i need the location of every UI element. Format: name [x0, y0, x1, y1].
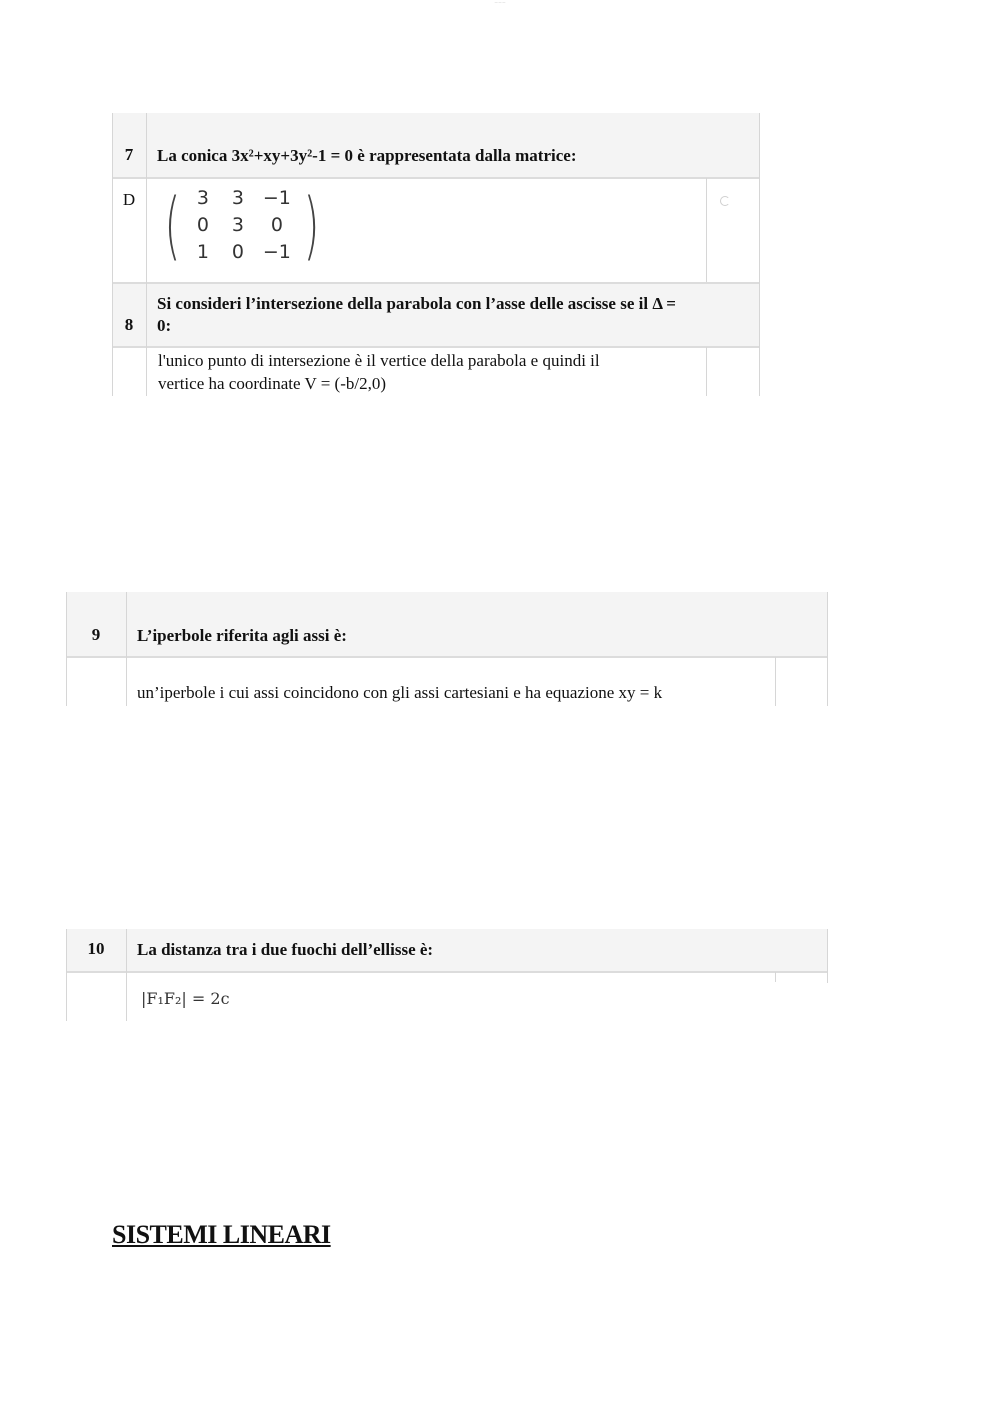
question-text-line1: Si consideri l’intersezione della parabola con l’asse delle ascisse se il Δ =: [157, 294, 676, 313]
page-header-mark: — — —: [494, 0, 506, 4]
question-number: 9: [91, 625, 101, 644]
question-number: 7: [124, 145, 134, 164]
answer-radio-button[interactable]: [720, 196, 730, 206]
question-text-line2: 0:: [157, 316, 172, 335]
question-number: 10: [87, 939, 105, 958]
question-number: 8: [124, 315, 134, 334]
answer-text-line2: vertice ha coordinate V = (-b/2,0): [158, 374, 386, 393]
question-text: L’iperbole riferita agli assi è:: [137, 626, 347, 645]
answer-matrix: ( 3 3 −1 0 3 0 1 0 −1 ): [164, 182, 320, 269]
right-paren: ): [303, 182, 320, 269]
question-text: La conica 3x²+xy+3y²-1 = 0 è rappresentata dalla matrice:: [157, 146, 577, 165]
section-title: SISTEMI LINEARI: [112, 1220, 331, 1249]
answer-text: un’iperbole i cui assi coincidono con gli assi cartesiani e ha equazione xy = k: [137, 683, 663, 702]
question-text: La distanza tra i due fuochi dell’ellisse è:: [137, 940, 434, 959]
answer-formula: |F₁F₂| = 2c: [141, 989, 230, 1008]
answer-text-line1: l'unico punto di intersezione è il vertice della parabola e quindi il: [158, 351, 600, 370]
left-paren: (: [164, 182, 181, 269]
answer-letter: D: [122, 190, 136, 209]
